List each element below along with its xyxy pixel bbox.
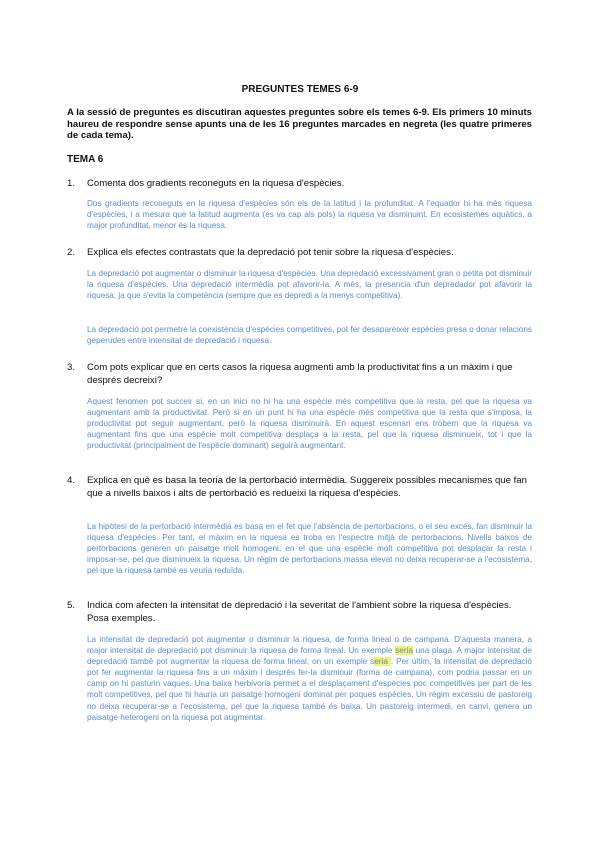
highlighted-text: eria (374, 657, 391, 667)
question-number: 5. (67, 600, 76, 611)
question-number: 4. (67, 475, 76, 486)
question-5 (67, 599, 533, 625)
answer-5 (87, 634, 532, 723)
answer-text: una plaga. A major intensitat de depredació també pot augmentar la riquesa de forma lineal, on un exemple s (87, 646, 532, 667)
highlighted-text: seria (395, 646, 413, 656)
question-2 (67, 246, 533, 259)
question-number: 2. (67, 247, 76, 258)
question-text: Indica com afecten la intensitat de depredació i la severitat de l'ambient sobre la riquesa d'espècies. Posa exemples. (87, 600, 512, 624)
question-1 (67, 177, 533, 190)
answer-text: . Per últim, la intensitat de depredació pot fer augmentar la riquesa fins a un màxim i després fer-la disminuir (forma de campana), com podria passar en un camp on hi pasturin vaques. Una baixa herbivoria permet a el desplaçament d'espècies poc competitives per part de les molt competitives, pel que hi hauria un paisatge homogeni dominat per poques espècies. Un règim excessiu de pastoreig no deixa recuperar-se a l'ecosistema, pel que la riquesa també és baixa. Un pastoreig intermedi, en canvi, genera un paisatge heterogeni on la riquesa pot augmentar. (87, 657, 532, 722)
question-number: 3. (67, 362, 76, 373)
answer-1: Dos gradients reconeguts en la riquesa d'espècies són els de la latitud i la profunditat. A l'equador hi ha més riquesa d'espècies, i a mesura que la latitud augmenta (es va cap als pols) la riquesa va disminuint. En ecosistemes aquàtics, a major profunditat, menor és la riquesa. (87, 199, 532, 231)
answer-4: La hipòtesi de la pertorbació intermèdia es basa en el fet que l'absència de pertorbacions, o el seu excés, fan disminuir la riquesa d'espècies. Per tant, el màxim en la riquesa es troba en l'espectre mitjà de pertorbacions. Nivells baixos de pertorbacions generen un paisatge molt homogeni, en el que una espècie molt competitiva pot desplaçar la resta i imposar-se, pel que disminueix la riquesa. Un règim de pertorbacions massa elevat no deixa recuperar-se a l'ecosistema, pel que la riquesa també es veuria reduïda. (87, 522, 532, 576)
question-3 (67, 361, 533, 387)
question-text: Com pots explicar que en certs casos la riquesa augmenti amb la productivitat fins a un màxim i que després decreixi? (87, 362, 513, 386)
answer-2b: La depredació pot permetre la coexistència d'espècies competitives, pot fer desaparèixer espècies presa o donar relacions geperudes entre intensitat de depredació i riquesa. (87, 325, 532, 346)
question-text: Comenta dos gradients reconeguts en la riquesa d'espècies. (87, 178, 345, 189)
answer-3: Aquest fenomen pot succeir si, en un inici no hi ha una espècie més competitiva que la resta, pel que la riquesa va augmentant amb la productivitat. Però si en un punt hi ha una espècie més competitiva que la resta que s'imposa, la productivitat pot seguir augmentant, però la riquesa disminuirà. En aquest escenari ens trobem que la riquesa va augmentant fins que una espècie molt competitiva desplaça a la resta, pel que la riquesa disminueix, tot i que la productivitat (principalment de l'espècie dominant) seguirà augmentant. (87, 397, 532, 451)
question-text: Explica els efectes contrastats que la depredació pot tenir sobre la riquesa d'espècies. (87, 247, 454, 258)
question-number: 1. (67, 178, 76, 189)
answer-text: La intensitat de depredació pot augmentar o disminuir la riquesa, de forma lineal o de campana. D'aquesta manera, a major intensitat de depredació pot disminuir la riquesa de forma lineal. Un exemple (87, 635, 532, 656)
question-text: Explica en què es basa la teoria de la pertorbació intermèdia. Suggereix possibles mecanismes que fan que a nivells baixos i alts de pertorbació es redueixi la riquesa d'espècies. (87, 475, 527, 499)
section-heading: TEMA 6 (67, 154, 104, 165)
answer-2a: La depredació pot augmentar o disminuir la riquesa d'espècies. Una depredació excessivament gran o petita pot disminuir la riquesa d'espècies. Una depredació intermèdia pot afavorir-la. A més, la presencia d'un depredador pot afavorir la riquesa, ja que s'evita la competència (sempre que es depredi a la menys competitiva). (87, 269, 532, 301)
page-title: PREGUNTES TEMES 6-9 (241, 84, 359, 95)
intro-paragraph: A la sessió de preguntes es discutiran aquestes preguntes sobre els temes 6-9. Els primers 10 minuts haureu de respondre sense apunts una de les 16 preguntes marcades en negreta (les quatre primeres de cada tema). (67, 107, 532, 141)
question-4 (67, 474, 533, 500)
